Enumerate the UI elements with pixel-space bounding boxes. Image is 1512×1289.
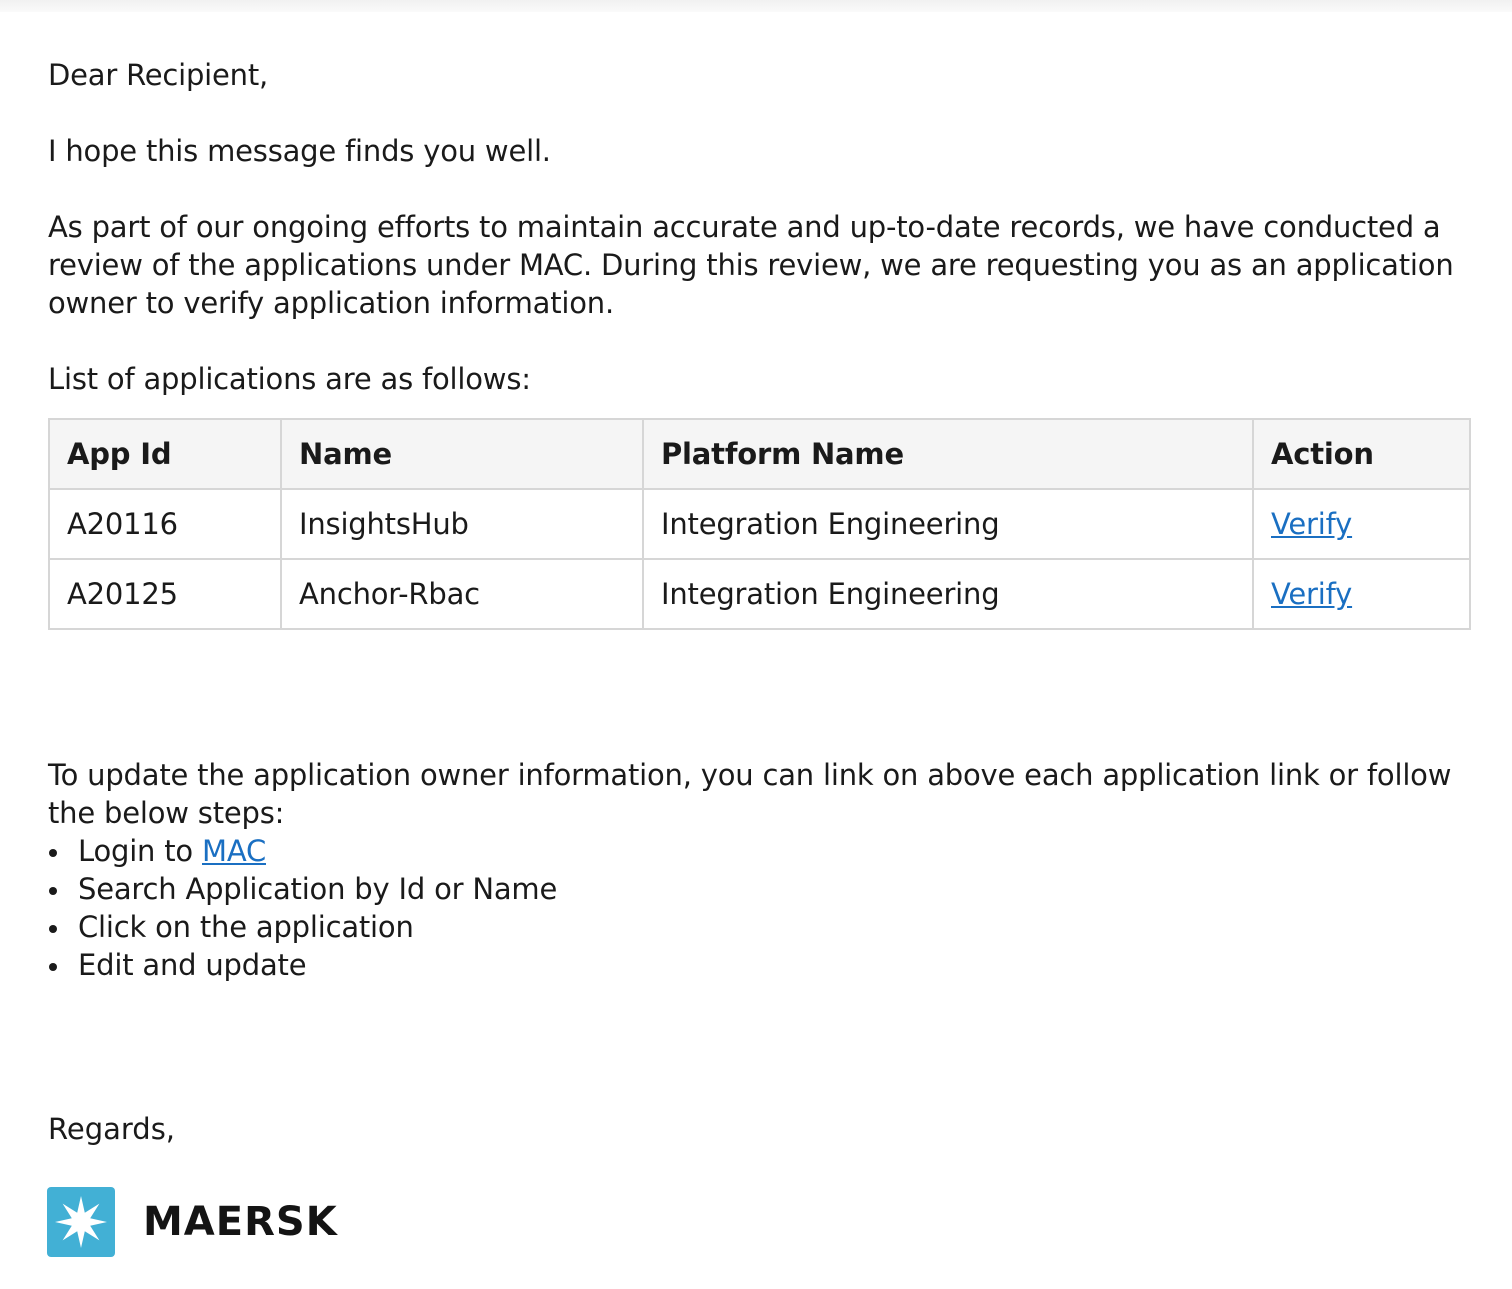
logo-wordmark: MAERSK [143, 1199, 338, 1245]
cell-name: Anchor-Rbac [281, 559, 643, 629]
body-paragraph: As part of our ongoing efforts to maintain accurate and up-to-date records, we have conducted a review of the applications under MAC. During this review, we are requesting you as an application owner to verify application information. [48, 210, 1454, 320]
header-platform-name: Platform Name [643, 419, 1253, 489]
mac-link[interactable]: MAC [202, 834, 266, 868]
applications-table [48, 418, 1471, 630]
maersk-logo [47, 1187, 338, 1257]
list-item: Edit and update [78, 946, 1468, 984]
update-instructions [48, 756, 1468, 984]
cell-platform: Integration Engineering [643, 559, 1253, 629]
list-item: Search Application by Id or Name [78, 870, 1468, 908]
opening-line: I hope this message finds you well. [48, 134, 551, 168]
greeting: Dear Recipient, [48, 58, 269, 92]
steps-list [48, 832, 1468, 984]
update-intro: To update the application owner information, you can link on above each application link or follow the below steps: [48, 758, 1452, 830]
cell-app-id: A20125 [49, 559, 281, 629]
top-strip [0, 0, 1512, 12]
header-app-id: App Id [49, 419, 281, 489]
table-row [49, 489, 1470, 559]
verify-link[interactable]: Verify [1271, 577, 1353, 611]
cell-platform: Integration Engineering [643, 489, 1253, 559]
header-action: Action [1253, 419, 1470, 489]
table-row [49, 559, 1470, 629]
header-name: Name [281, 419, 643, 489]
list-item: Click on the application [78, 908, 1468, 946]
list-item [78, 832, 1468, 870]
table-header-row [49, 419, 1470, 489]
signoff: Regards, [48, 1112, 176, 1146]
cell-name: InsightsHub [281, 489, 643, 559]
star-icon [47, 1187, 115, 1257]
cell-app-id: A20116 [49, 489, 281, 559]
email-body [48, 56, 1468, 984]
login-step-text: Login to [78, 834, 202, 868]
list-intro: List of applications are as follows: [48, 362, 531, 396]
cell-action [1253, 559, 1470, 629]
cell-action [1253, 489, 1470, 559]
verify-link[interactable]: Verify [1271, 507, 1353, 541]
